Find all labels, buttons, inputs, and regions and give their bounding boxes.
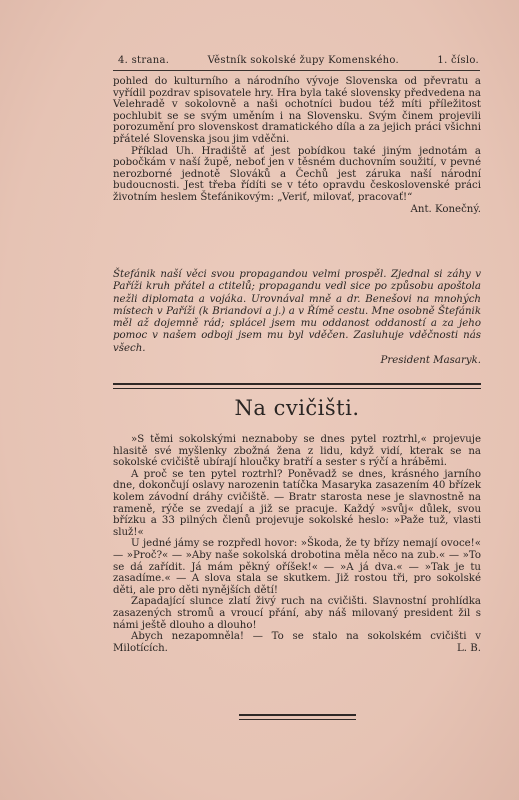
masaryk-quote <box>113 269 481 367</box>
article-signature: L. B. <box>457 642 481 654</box>
end-rule <box>239 714 356 716</box>
intro-paragraph-1: pohled do kulturního a národního vývoje Slovenska od převratu a vyřídil pozdrav spisovatele hry. Hra byla také slovensky předvedena na Velehradě v sokolovně a naši ochotníci budou též míti příležitost pochlubit se se svým uměním i na Slovensku. Svým činem projevili porozumění pro slovenskost dramatického díla a za jejich práci všichni přátelé Slovenska jsou jim vděčni. <box>113 76 481 145</box>
article-last-text: Abych nezapomněla! — To se stalo na sokolském cvičišti v Milotících. <box>113 631 481 654</box>
quote-signature: President Masaryk. <box>380 355 481 367</box>
article-body <box>113 434 481 654</box>
section-divider-thin <box>113 388 481 389</box>
issue-number: 1. číslo. <box>437 55 479 66</box>
section-divider <box>113 383 481 385</box>
page-number: 4. strana. <box>118 55 170 66</box>
intro-signature: Ant. Konečný. <box>410 203 481 215</box>
article-paragraph-3: U jedné jámy se rozpředl hovor: »Škoda, že ty břízy nemají ovoce!« — »Proč?« — »Aby naše sokolská drobotina měla něco na zub.« — »To se dá zařídit. Já mám pěkný oříšek!« — »A já dva.« — »Tak je tu zasadíme.« — A slova stala se skutkem. Již rostou tři, pro sokolské děti, ale pro děti nynějších dětí! <box>113 538 481 596</box>
intro-section <box>113 76 481 215</box>
page-header <box>118 55 479 66</box>
article-title: Na cvičišti. <box>234 396 360 420</box>
header-rule <box>113 70 480 71</box>
journal-title: Věstník sokolské župy Komenského. <box>207 55 400 66</box>
quote-text: Štefánik naší věci svou propagandou velmi prospěl. Zjednal si záhy v Paříži kruh přátel a ctitelů; propagandu vedl sice po způsobu apoštola nežli diplomata a vojáka. Urovnával mně a dr. Benešovi na mnohých místech v Paříži (k Briandovi a j.) a v Římě cestu. Mne osobně Štefánik měl až dojemně rád; splácel jsem mu oddanost oddaností a za jeho pomoc v našem odboji jsem mu byl vděčen. Zasluhuje vděčnosti nás všech. <box>113 269 481 354</box>
article-paragraph-2: A proč se ten pytel roztrhl? Poněvadž se dnes, krásného jarního dne, dokončují oslavy narozenin tatíčka Masaryka zasazením 40 břízek kolem závodní dráhy cvičiště. — Bratr starosta nese je slavnostně na rameně, rýče se zvedají a již se pracuje. Každý »svůj« důlek, svou břízku a 33 pilných členů projevuje sokolské heslo: »Paže tuž, vlasti služ!« <box>113 468 481 538</box>
article-paragraph-4: Zapadající slunce zlatí živý ruch na cvičišti. Slavnostní prohlídka zasazených stromů a vroucí přání, aby náš milovaný president žil s námi ještě dlouho a dlouho! <box>113 596 481 631</box>
article-paragraph-5 <box>113 631 481 654</box>
intro-paragraph-2: Příklad Uh. Hradiště ať jest pobídkou také jiným jednotám a pobočkám v naší župě, neboť jen v těsném duchovním soužití, v pevné nerozborné jednotě Slováků a Čechů jest záruka naší národní budoucnosti. Jest třeba řídíti se v této opravdu československé práci životním heslem Štefánikovým: „Veriť, milovať, pracovať!“ <box>113 145 481 203</box>
article-paragraph-1: »S těmi sokolskými neznaboby se dnes pytel roztrhl,« projevuje hlasitě své myšlenky zbožná žena z lidu, když vidí, kterak se na sokolské cvičiště ubírají hloučky bratří a sester s rýčí a hráběmi. <box>113 434 481 469</box>
end-rule-thin <box>239 719 356 720</box>
